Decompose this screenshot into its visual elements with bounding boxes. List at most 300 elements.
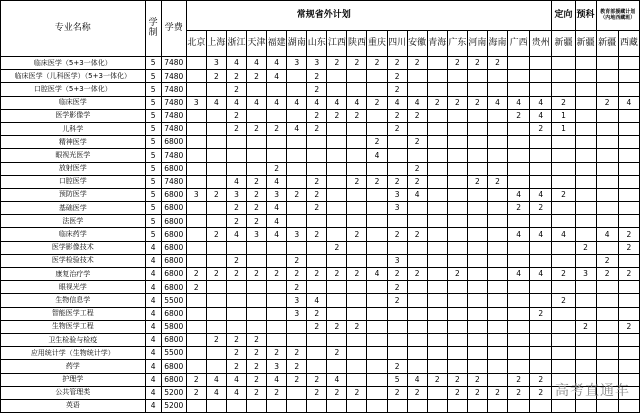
- quota-cell: [327, 333, 347, 346]
- quota-cell: [618, 307, 639, 320]
- quota-cell: 2: [186, 386, 206, 399]
- quota-cell: 2: [618, 320, 639, 333]
- quota-cell: [530, 162, 552, 175]
- header-directed: 定向: [552, 1, 575, 31]
- quota-cell: [487, 149, 507, 162]
- quota-cell: 2: [467, 96, 487, 109]
- quota-cell: 2: [552, 294, 575, 307]
- table-row: [1, 202, 640, 215]
- quota-cell: 4: [307, 294, 327, 307]
- quota-cell: [287, 333, 307, 346]
- quota-cell: [487, 241, 507, 254]
- quota-cell: [307, 281, 327, 294]
- quota-cell: 4: [508, 188, 530, 201]
- quota-cell: 2: [327, 268, 347, 281]
- quota-cell: 2: [226, 333, 246, 346]
- quota-cell: [487, 109, 507, 122]
- quota-cell: 2: [387, 175, 407, 188]
- quota-cell: [618, 294, 639, 307]
- quota-cell: [206, 149, 226, 162]
- major-name-cell: 眼视光医学: [1, 149, 146, 162]
- quota-cell: [327, 149, 347, 162]
- quota-cell: [247, 307, 267, 320]
- quota-cell: [407, 70, 427, 83]
- quota-cell: [596, 215, 618, 228]
- quota-cell: [186, 83, 206, 96]
- quota-cell: [552, 399, 575, 412]
- quota-cell: [467, 294, 487, 307]
- quota-cell: [467, 70, 487, 83]
- quota-cell: [530, 241, 552, 254]
- duration-cell: 5: [145, 202, 161, 215]
- table-row: [1, 57, 640, 70]
- quota-cell: 1: [552, 109, 575, 122]
- quota-cell: [427, 202, 447, 215]
- tuition-cell: 6800: [161, 333, 186, 346]
- tuition-cell: 6800: [161, 228, 186, 241]
- quota-cell: 4: [487, 96, 507, 109]
- quota-cell: [407, 83, 427, 96]
- tuition-cell: 7480: [161, 57, 186, 70]
- quota-cell: [487, 122, 507, 135]
- quota-cell: [407, 294, 427, 307]
- quota-cell: 2: [508, 386, 530, 399]
- quota-cell: [487, 399, 507, 412]
- quota-cell: 1: [552, 122, 575, 135]
- quota-cell: 2: [596, 268, 618, 281]
- major-name-cell: 口腔医学（5+3一体化）: [1, 83, 146, 96]
- quota-cell: [287, 175, 307, 188]
- quota-cell: 2: [307, 109, 327, 122]
- quota-cell: [407, 122, 427, 135]
- quota-cell: 4: [267, 215, 287, 228]
- quota-cell: 2: [267, 347, 287, 360]
- quota-cell: [407, 281, 427, 294]
- quota-cell: [552, 307, 575, 320]
- quota-cell: 2: [552, 188, 575, 201]
- quota-cell: [206, 109, 226, 122]
- quota-cell: 2: [226, 360, 246, 373]
- quota-cell: [267, 241, 287, 254]
- quota-cell: [447, 136, 467, 149]
- quota-cell: [427, 122, 447, 135]
- quota-cell: [530, 136, 552, 149]
- quota-cell: 2: [226, 215, 246, 228]
- quota-cell: [467, 241, 487, 254]
- quota-cell: [596, 320, 618, 333]
- quota-cell: [575, 399, 596, 412]
- quota-cell: 3: [206, 57, 226, 70]
- quota-cell: [447, 215, 467, 228]
- tuition-cell: 7480: [161, 149, 186, 162]
- quota-cell: 2: [508, 109, 530, 122]
- quota-cell: [575, 333, 596, 346]
- quota-cell: [307, 360, 327, 373]
- quota-cell: 2: [206, 268, 226, 281]
- quota-cell: [530, 294, 552, 307]
- quota-cell: [596, 83, 618, 96]
- quota-cell: [530, 320, 552, 333]
- quota-cell: [347, 241, 367, 254]
- quota-cell: [618, 202, 639, 215]
- quota-cell: [186, 399, 206, 412]
- quota-cell: [447, 254, 467, 267]
- quota-cell: 2: [287, 281, 307, 294]
- province-header: 河南: [467, 31, 487, 57]
- tuition-cell: 7480: [161, 175, 186, 188]
- quota-cell: [287, 241, 307, 254]
- quota-cell: [618, 188, 639, 201]
- quota-cell: [347, 202, 367, 215]
- quota-cell: [552, 320, 575, 333]
- quota-cell: 2: [347, 109, 367, 122]
- duration-cell: 5: [145, 109, 161, 122]
- quota-cell: [367, 202, 387, 215]
- quota-cell: [552, 215, 575, 228]
- quota-cell: 3: [267, 360, 287, 373]
- quota-cell: [618, 136, 639, 149]
- quota-cell: [267, 109, 287, 122]
- quota-cell: [552, 136, 575, 149]
- duration-cell: 4: [145, 399, 161, 412]
- quota-cell: [618, 360, 639, 373]
- quota-cell: [387, 149, 407, 162]
- quota-cell: 4: [267, 96, 287, 109]
- quota-cell: 4: [226, 57, 246, 70]
- quota-cell: [367, 122, 387, 135]
- duration-cell: 5: [145, 175, 161, 188]
- quota-cell: [575, 215, 596, 228]
- quota-cell: [327, 360, 347, 373]
- quota-cell: [287, 215, 307, 228]
- quota-cell: [327, 83, 347, 96]
- quota-cell: [186, 202, 206, 215]
- tuition-cell: 6800: [161, 268, 186, 281]
- tuition-cell: 5500: [161, 347, 186, 360]
- quota-cell: [327, 307, 347, 320]
- quota-cell: [347, 149, 367, 162]
- quota-cell: 2: [367, 175, 387, 188]
- quota-cell: 2: [347, 228, 367, 241]
- quota-cell: [186, 109, 206, 122]
- quota-cell: 4: [247, 96, 267, 109]
- province-header: 陕西: [347, 31, 367, 57]
- quota-cell: [247, 399, 267, 412]
- quota-cell: [530, 215, 552, 228]
- quota-cell: [307, 215, 327, 228]
- major-name-cell: 临床医学: [1, 96, 146, 109]
- quota-cell: 4: [206, 96, 226, 109]
- quota-cell: 2: [206, 70, 226, 83]
- quota-cell: [575, 228, 596, 241]
- quota-cell: 2: [327, 320, 347, 333]
- quota-cell: 2: [247, 188, 267, 201]
- quota-cell: [447, 175, 467, 188]
- major-name-cell: 眼视光学: [1, 281, 146, 294]
- quota-cell: 2: [226, 83, 246, 96]
- quota-cell: [618, 281, 639, 294]
- quota-cell: [467, 347, 487, 360]
- quota-cell: 2: [307, 188, 327, 201]
- quota-cell: [287, 162, 307, 175]
- quota-cell: [206, 320, 226, 333]
- quota-cell: 2: [367, 96, 387, 109]
- quota-cell: [618, 215, 639, 228]
- table-row: [1, 215, 640, 228]
- quota-cell: 4: [267, 373, 287, 386]
- quota-cell: [575, 281, 596, 294]
- quota-cell: 4: [387, 96, 407, 109]
- quota-cell: [206, 202, 226, 215]
- quota-cell: [575, 136, 596, 149]
- quota-cell: 2: [206, 228, 226, 241]
- quota-cell: 2: [287, 254, 307, 267]
- quota-cell: 2: [226, 254, 246, 267]
- quota-cell: [575, 294, 596, 307]
- major-name-cell: 临床药学: [1, 228, 146, 241]
- tuition-cell: 6800: [161, 202, 186, 215]
- quota-cell: 2: [186, 281, 206, 294]
- quota-cell: [467, 399, 487, 412]
- quota-cell: [387, 320, 407, 333]
- quota-cell: 4: [226, 373, 246, 386]
- quota-cell: [267, 307, 287, 320]
- quota-cell: [407, 215, 427, 228]
- quota-cell: 3: [387, 188, 407, 201]
- quota-cell: [186, 360, 206, 373]
- quota-cell: 4: [226, 96, 246, 109]
- quota-cell: 2: [327, 109, 347, 122]
- province-header: 新疆: [575, 31, 596, 57]
- quota-cell: 2: [618, 228, 639, 241]
- table-row: [1, 268, 640, 281]
- table-row: [1, 149, 640, 162]
- quota-cell: 2: [427, 96, 447, 109]
- quota-cell: [530, 254, 552, 267]
- quota-cell: [596, 70, 618, 83]
- quota-cell: [427, 399, 447, 412]
- tuition-cell: 5500: [161, 294, 186, 307]
- duration-cell: 5: [145, 215, 161, 228]
- quota-cell: 2: [487, 57, 507, 70]
- quota-cell: [307, 149, 327, 162]
- quota-cell: [467, 307, 487, 320]
- quota-cell: [186, 175, 206, 188]
- watermark-text: 高考直通车: [555, 383, 630, 399]
- quota-cell: [575, 70, 596, 83]
- major-name-cell: 智能医学工程: [1, 307, 146, 320]
- quota-cell: 4: [267, 175, 287, 188]
- major-name-cell: 康复治疗学: [1, 268, 146, 281]
- quota-cell: [487, 136, 507, 149]
- quota-cell: [407, 320, 427, 333]
- quota-cell: [206, 136, 226, 149]
- quota-cell: 2: [530, 202, 552, 215]
- quota-cell: 3: [226, 188, 246, 201]
- quota-cell: [508, 215, 530, 228]
- quota-cell: [367, 373, 387, 386]
- quota-cell: [552, 202, 575, 215]
- header-ministry-plan: 教育部援藏计划（内地西藏班）: [596, 1, 639, 31]
- province-header: 浙江: [226, 31, 246, 57]
- quota-cell: [267, 294, 287, 307]
- quota-cell: 2: [247, 122, 267, 135]
- quota-cell: [530, 360, 552, 373]
- major-name-cell: 精神医学: [1, 136, 146, 149]
- quota-cell: 2: [387, 281, 407, 294]
- quota-cell: [618, 162, 639, 175]
- quota-cell: [530, 149, 552, 162]
- quota-cell: 2: [508, 373, 530, 386]
- quota-cell: [347, 162, 367, 175]
- quota-cell: [508, 294, 530, 307]
- quota-cell: [530, 83, 552, 96]
- major-name-cell: 英语: [1, 399, 146, 412]
- province-header: 广东: [447, 31, 467, 57]
- quota-cell: [347, 360, 367, 373]
- quota-cell: [618, 399, 639, 412]
- quota-cell: 4: [367, 149, 387, 162]
- quota-cell: [596, 136, 618, 149]
- tuition-cell: 6800: [161, 215, 186, 228]
- quota-cell: 2: [247, 202, 267, 215]
- quota-cell: [508, 241, 530, 254]
- quota-cell: [247, 320, 267, 333]
- quota-cell: [508, 347, 530, 360]
- quota-cell: [307, 241, 327, 254]
- quota-cell: [427, 149, 447, 162]
- quota-cell: [487, 294, 507, 307]
- quota-cell: 4: [508, 96, 530, 109]
- quota-cell: [618, 109, 639, 122]
- quota-cell: 2: [247, 70, 267, 83]
- table-row: [1, 281, 640, 294]
- quota-cell: [247, 162, 267, 175]
- quota-cell: [307, 162, 327, 175]
- quota-cell: [508, 320, 530, 333]
- quota-cell: [447, 109, 467, 122]
- quota-cell: [575, 109, 596, 122]
- table-row: [1, 228, 640, 241]
- quota-cell: [467, 281, 487, 294]
- quota-cell: 4: [552, 228, 575, 241]
- quota-cell: [427, 241, 447, 254]
- quota-cell: [552, 347, 575, 360]
- quota-cell: [226, 399, 246, 412]
- duration-cell: 4: [145, 360, 161, 373]
- quota-cell: [552, 83, 575, 96]
- tuition-cell: 6800: [161, 136, 186, 149]
- quota-cell: [427, 320, 447, 333]
- province-header: 青海: [427, 31, 447, 57]
- province-header: 海南: [487, 31, 507, 57]
- quota-cell: [447, 294, 467, 307]
- duration-cell: 4: [145, 373, 161, 386]
- quota-cell: 2: [447, 268, 467, 281]
- quota-cell: 2: [226, 70, 246, 83]
- quota-cell: [447, 399, 467, 412]
- quota-cell: 3: [387, 254, 407, 267]
- quota-cell: [427, 333, 447, 346]
- quota-cell: 2: [407, 268, 427, 281]
- province-header: 四川: [387, 31, 407, 57]
- quota-cell: [552, 254, 575, 267]
- quota-cell: [447, 307, 467, 320]
- quota-cell: 4: [226, 175, 246, 188]
- quota-cell: 2: [247, 215, 267, 228]
- quota-cell: 2: [247, 268, 267, 281]
- quota-cell: [407, 241, 427, 254]
- quota-cell: [327, 162, 347, 175]
- quota-cell: [327, 294, 347, 307]
- quota-cell: [596, 162, 618, 175]
- quota-cell: [427, 215, 447, 228]
- quota-cell: 2: [467, 386, 487, 399]
- quota-cell: [347, 83, 367, 96]
- major-name-cell: 医学检验技术: [1, 254, 146, 267]
- quota-cell: 2: [287, 268, 307, 281]
- duration-cell: 4: [145, 268, 161, 281]
- quota-cell: [347, 347, 367, 360]
- quota-cell: [206, 307, 226, 320]
- quota-cell: [618, 122, 639, 135]
- quota-cell: [467, 188, 487, 201]
- quota-cell: [367, 215, 387, 228]
- tuition-cell: 6800: [161, 188, 186, 201]
- quota-cell: 2: [347, 386, 367, 399]
- quota-cell: 2: [307, 83, 327, 96]
- quota-cell: [186, 347, 206, 360]
- quota-cell: 2: [307, 307, 327, 320]
- quota-cell: [287, 70, 307, 83]
- quota-cell: [307, 333, 327, 346]
- quota-cell: 4: [287, 122, 307, 135]
- quota-cell: 2: [287, 373, 307, 386]
- quota-cell: [206, 254, 226, 267]
- province-header: 福建: [267, 31, 287, 57]
- tuition-cell: 6800: [161, 281, 186, 294]
- quota-cell: [467, 109, 487, 122]
- quota-cell: 3: [287, 307, 307, 320]
- major-name-cell: 医学影像学: [1, 109, 146, 122]
- tuition-cell: 7480: [161, 83, 186, 96]
- quota-cell: 2: [467, 175, 487, 188]
- quota-cell: [206, 360, 226, 373]
- quota-cell: [508, 162, 530, 175]
- quota-cell: [367, 281, 387, 294]
- duration-cell: 5: [145, 70, 161, 83]
- major-name-cell: 应用统计学（生物统计学）: [1, 347, 146, 360]
- quota-cell: [347, 307, 367, 320]
- quota-cell: [327, 228, 347, 241]
- quota-cell: [186, 57, 206, 70]
- table-row: [1, 294, 640, 307]
- quota-cell: 4: [596, 228, 618, 241]
- quota-cell: [186, 136, 206, 149]
- quota-cell: 2: [487, 175, 507, 188]
- quota-cell: 3: [247, 228, 267, 241]
- tuition-cell: 6800: [161, 254, 186, 267]
- quota-cell: 2: [487, 386, 507, 399]
- province-header: 新疆: [552, 31, 575, 57]
- quota-cell: [367, 83, 387, 96]
- quota-cell: [186, 215, 206, 228]
- quota-cell: [206, 162, 226, 175]
- quota-cell: [618, 57, 639, 70]
- major-name-cell: 药学: [1, 360, 146, 373]
- quota-cell: 2: [267, 386, 287, 399]
- quota-cell: 2: [596, 254, 618, 267]
